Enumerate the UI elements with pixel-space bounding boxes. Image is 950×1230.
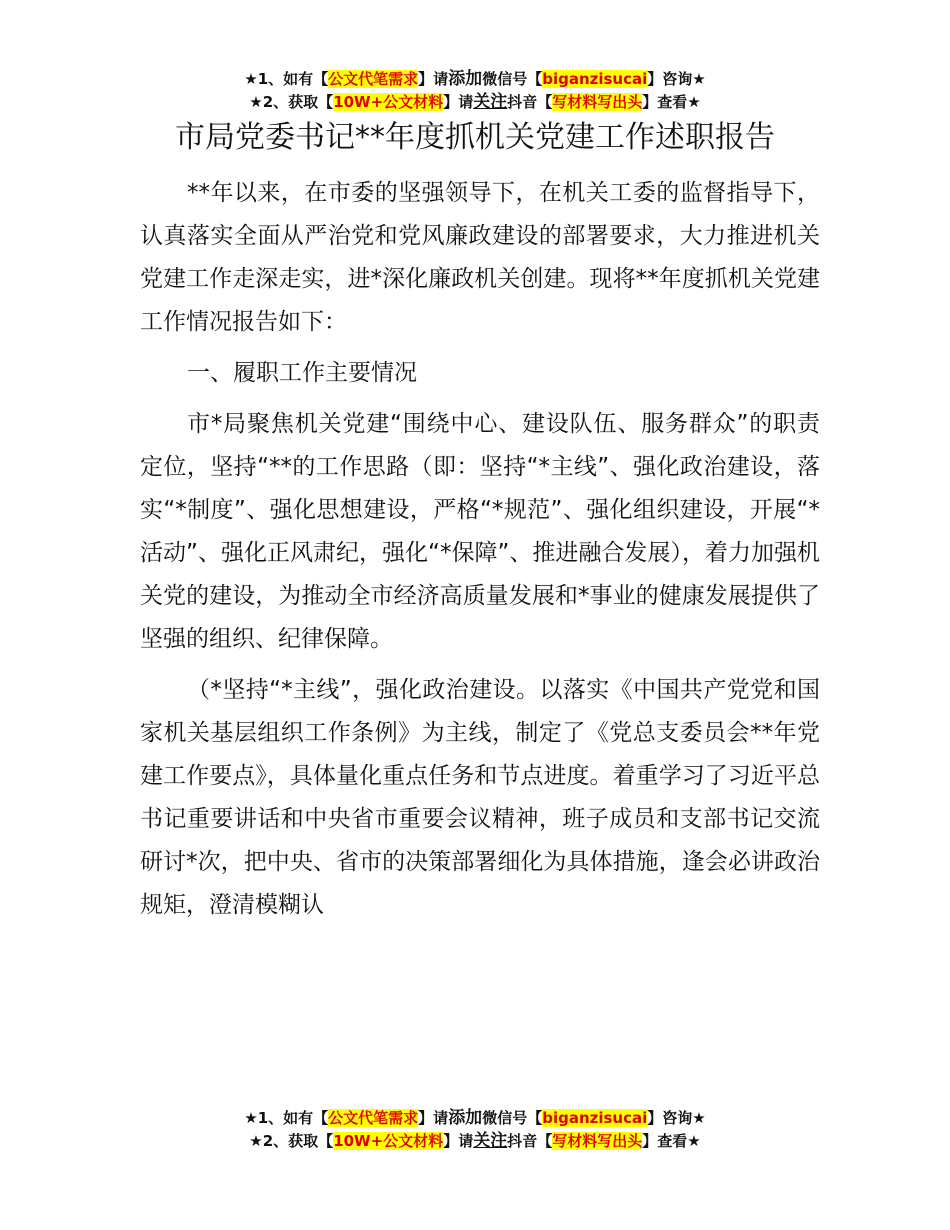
ad-footer (0, 1107, 950, 1153)
paragraph-political-building: （*坚持“*主线”，强化政治建设。以落实《中国共产党党和国家机关基层组织工作条例》为主线，制定了《党总支委员会**年党建工作要点》，具体量化重点任务和节点进度。着重学习了习近平总书记重要讲话和中央省市重要会议精神，班子成员和支部书记交流研讨*次，把中央、省市的决策部署细化为具体措施，逢会必讲政治规矩，澄清模糊认 (140, 677, 820, 918)
ad-text: 微信号【 (482, 70, 543, 88)
ad-text: ★2、获取【 (249, 93, 334, 111)
section-heading: 一、履职工作主要情况 (187, 360, 417, 386)
ad-emphasis: 关注 (473, 92, 508, 112)
ad-text: 】查看★ (642, 93, 701, 111)
ad-emphasis: 添加 (448, 69, 483, 89)
ad-text: ★1、如有【 (244, 1109, 329, 1127)
ad-douyin-name: 写材料写出头 (552, 93, 643, 111)
ad-highlight: 公文代笔需求 (328, 1109, 419, 1127)
paragraph-intro: **年以来，在市委的坚强领导下，在机关工委的监督指导下，认真落实全面从严治党和党风廉政建设的部署要求，大力推进机关党建工作走深走实，进*深化廉政机关创建。现将**年度抓机关党建工作情况报告如下： (140, 180, 820, 335)
ad-header-line-2 (0, 91, 950, 114)
document-title: 市局党委书记**年度抓机关党建工作述职报告 (175, 120, 775, 155)
ad-wechat-id: biganzisucai (542, 70, 648, 88)
document-body (140, 172, 820, 935)
ad-footer-line-1 (0, 1107, 950, 1130)
ad-highlight: 10W+公文材料 (333, 1132, 444, 1150)
ad-highlight: 10W+公文材料 (333, 93, 444, 111)
ad-text: 微信号【 (482, 1109, 543, 1127)
ad-header-line-1 (0, 68, 950, 91)
ad-text: 】请 (418, 70, 449, 88)
ad-text: 】请 (443, 1132, 474, 1150)
ad-text: 】咨询★ (647, 70, 706, 88)
ad-emphasis: 添加 (448, 1108, 483, 1128)
ad-douyin-name: 写材料写出头 (552, 1132, 643, 1150)
ad-text: ★2、获取【 (249, 1132, 334, 1150)
paragraph-overview: 市*局聚焦机关党建“围绕中心、建设队伍、服务群众”的职责定位，坚持“**的工作思路（即：坚持“*主线”、强化政治建设，落实“*制度”、强化思想建设，严格“*规范”、强化组织建设，开展“*活动”、强化正风肃纪，强化“*保障”、推进融合发展），着力加强机关党的建设，为推动全市经济高质量发展和*事业的健康发展提供了坚强的组织、纪律保障。 (140, 411, 820, 652)
ad-header (0, 68, 950, 114)
ad-text: 抖音【 (507, 1132, 553, 1150)
ad-emphasis: 关注 (473, 1131, 508, 1151)
ad-text: 抖音【 (507, 93, 553, 111)
ad-wechat-id: biganzisucai (542, 1109, 648, 1127)
ad-text: 】请 (418, 1109, 449, 1127)
ad-text: 】查看★ (642, 1132, 701, 1150)
ad-text: 】请 (443, 93, 474, 111)
ad-highlight: 公文代笔需求 (328, 70, 419, 88)
ad-text: ★1、如有【 (244, 70, 329, 88)
ad-text: 】咨询★ (647, 1109, 706, 1127)
ad-footer-line-2 (0, 1130, 950, 1153)
